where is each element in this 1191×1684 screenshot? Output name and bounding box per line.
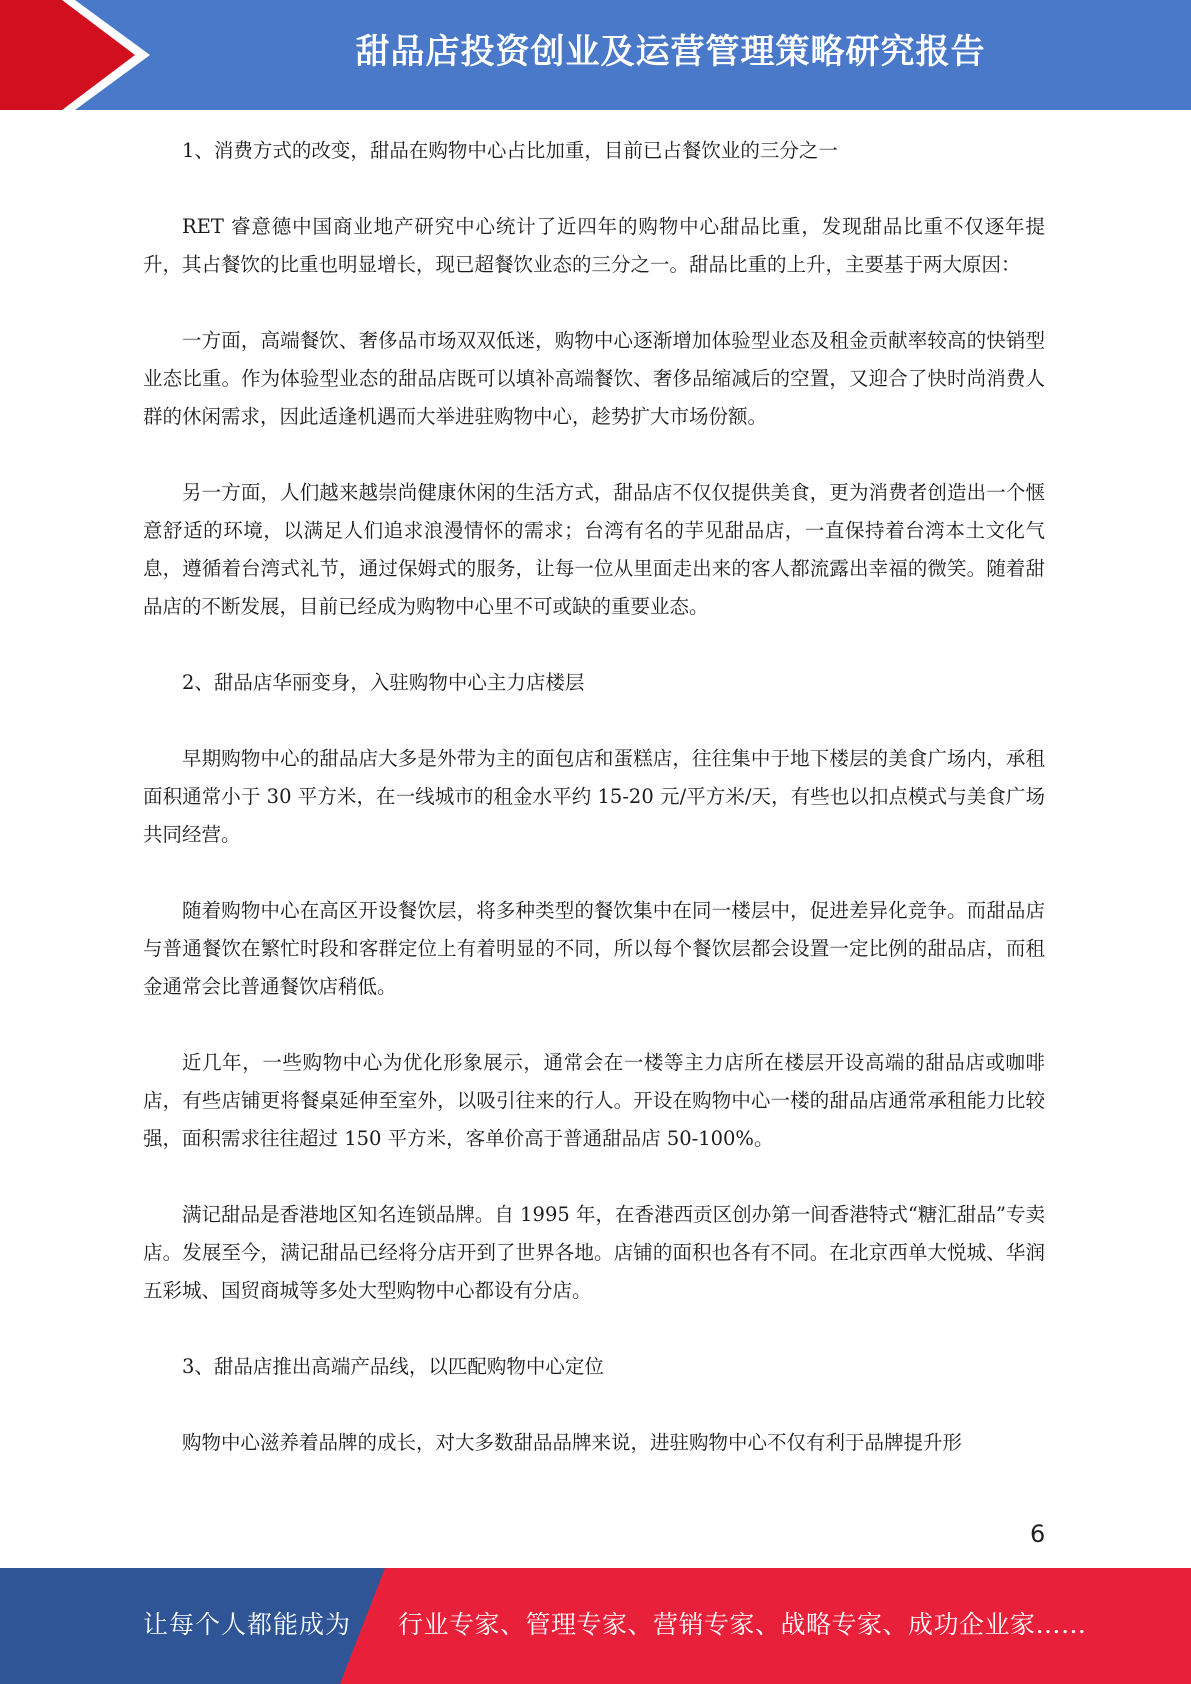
footer-slogan-left: 让每个人都能成为 (143, 1610, 352, 1639)
paragraph: 购物中心滋养着品牌的成长，对大多数甜品品牌来说，进驻购物中心不仅有利于品牌提升形 (182, 1431, 963, 1454)
section-heading-3: 3、甜品店推出高端产品线，以匹配购物中心定位 (182, 1355, 604, 1378)
paragraph: RET 睿意德中国商业地产研究中心统计了近四年的购物中心甜品比重，发现甜品比重不仅逐年提升，其占餐饮的比重也明显增长，现已超餐饮业态的三分之一。甜品比重的上升，主要基于两大原因： (143, 215, 1045, 276)
paragraph: 满记甜品是香港地区知名连锁品牌。自 1995 年，在香港西贡区创办第一间香港特式“糖汇甜品”专卖店。发展至今，满记甜品已经将分店开到了世界各地。店铺的面积也各有不同。在北京西单大悦城、华润五彩城、国贸商城等多处大型购物中心都设有分店。 (143, 1203, 1045, 1302)
section-heading-2: 2、甜品店华丽变身，入驻购物中心主力店楼层 (182, 671, 585, 694)
footer-slogan-right: 行业专家、管理专家、营销专家、战略专家、成功企业家…… (398, 1610, 1087, 1639)
page-footer (0, 1568, 1191, 1684)
paragraph: 一方面，高端餐饮、奢侈品市场双双低迷，购物中心逐渐增加体验型业态及租金贡献率较高的快销型业态比重。作为体验型业态的甜品店既可以填补高端餐饮、奢侈品缩减后的空置，又迎合了快时尚消费人群的休闲需求，因此适逢机遇而大举进驻购物中心，趁势扩大市场份额。 (143, 329, 1045, 428)
paragraph: 随着购物中心在高区开设餐饮层，将多种类型的餐饮集中在同一楼层中，促进差异化竞争。而甜品店与普通餐饮在繁忙时段和客群定位上有着明显的不同，所以每个餐饮层都会设置一定比例的甜品店，而租金通常会比普通餐饮店稍低。 (143, 899, 1045, 998)
page-header (0, 0, 1191, 110)
body-text (143, 132, 1045, 1462)
paragraph: 近几年，一些购物中心为优化形象展示，通常会在一楼等主力店所在楼层开设高端的甜品店或咖啡店，有些店铺更将餐桌延伸至室外，以吸引往来的行人。开设在购物中心一楼的甜品店通常承租能力比较强，面积需求往往超过 150 平方米，客单价高于普通甜品店 50-100%。 (143, 1051, 1045, 1150)
paragraph: 早期购物中心的甜品店大多是外带为主的面包店和蛋糕店，往往集中于地下楼层的美食广场内，承租面积通常小于 30 平方米，在一线城市的租金水平约 15-20 元/平方米/天，有些也以扣点模式与美食广场共同经营。 (143, 747, 1045, 846)
report-title: 甜品店投资创业及运营管理策略研究报告 (355, 32, 986, 72)
section-heading-1: 1、消费方式的改变，甜品在购物中心占比加重，目前已占餐饮业的三分之一 (182, 139, 838, 162)
paragraph: 另一方面，人们越来越崇尚健康休闲的生活方式，甜品店不仅仅提供美食，更为消费者创造出一个惬意舒适的环境，以满足人们追求浪漫情怀的需求；台湾有名的芋见甜品店，一直保持着台湾本土文化气息，遵循着台湾式礼节，通过保姆式的服务，让每一位从里面走出来的客人都流露出幸福的微笑。随着甜品店的不断发展，目前已经成为购物中心里不可或缺的重要业态。 (143, 481, 1045, 618)
page-number: 6 (1030, 1520, 1046, 1548)
